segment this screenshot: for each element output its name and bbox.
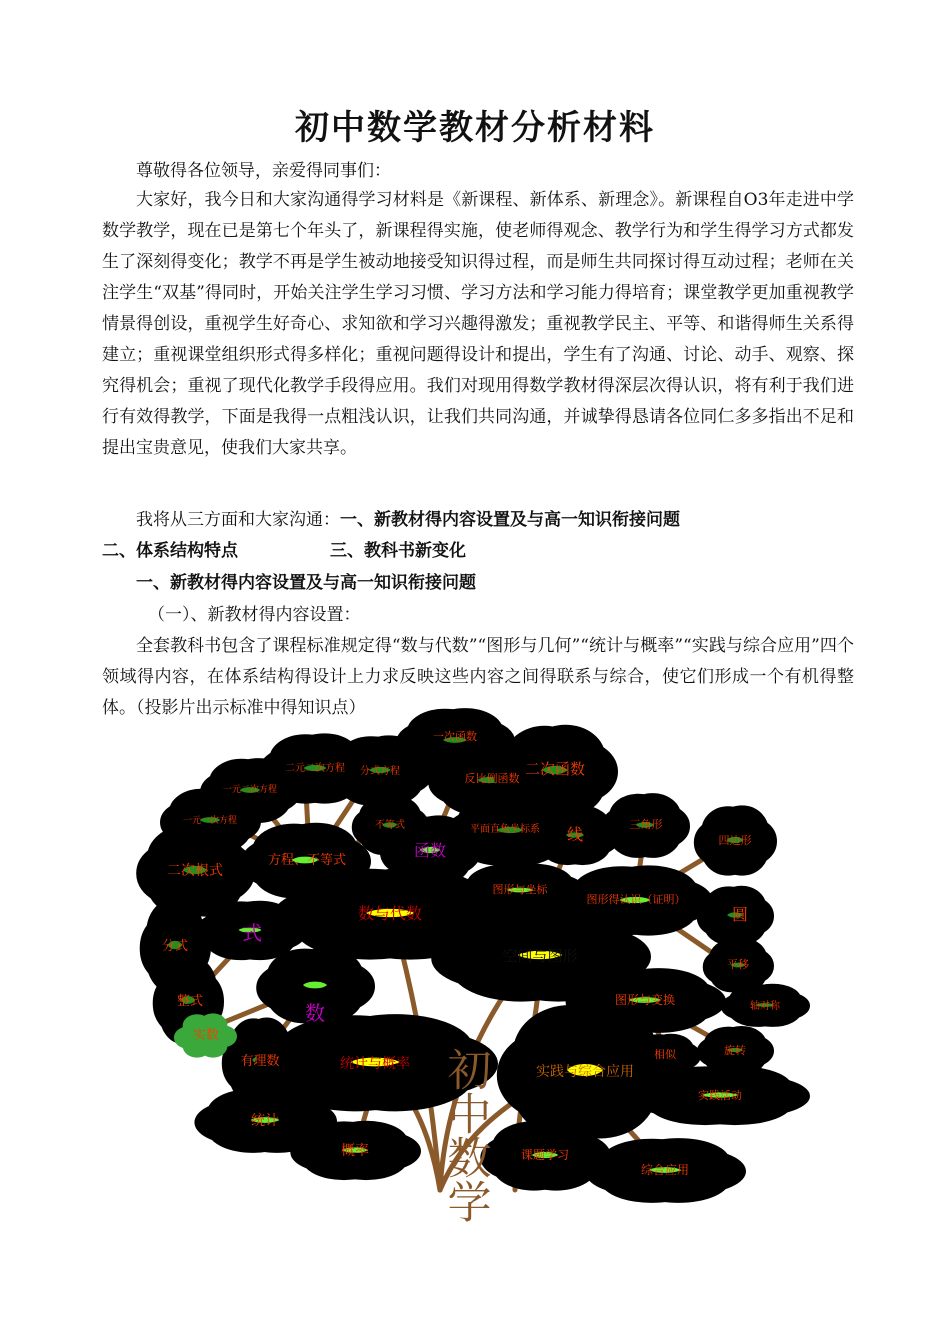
subsection-heading: （一）、新教材得内容设置： bbox=[148, 605, 361, 625]
label-practice-comprehensive: 实践与综合应用 bbox=[536, 1064, 634, 1080]
label-circle: 圆 bbox=[731, 905, 749, 924]
section-heading: 一、新教材得内容设置及与高一知识衔接问题 bbox=[136, 573, 476, 593]
label-similarity: 相似 bbox=[654, 1048, 676, 1061]
label-axial-symmetry: 轴对称 bbox=[750, 1001, 780, 1012]
greeting: 尊敬得各位领导，亲爱得同事们： bbox=[136, 161, 391, 181]
label-statistics-probability: 统计与概率 bbox=[340, 1056, 410, 1072]
label-inverse-function: 反比例函数 bbox=[464, 772, 520, 785]
label-comprehensive-app: 综合应用 bbox=[640, 1163, 690, 1177]
outline-item-1: 一、新教材得内容设置及与高一知识衔接问题 bbox=[340, 510, 680, 530]
outline-lead: 我将从三方面和大家沟通： bbox=[136, 510, 340, 530]
label-figure-recognition: 图形得认识（证明） bbox=[586, 893, 686, 906]
label-triangle: 三角形 bbox=[629, 818, 663, 831]
label-fraction: 分式 bbox=[161, 939, 189, 954]
label-number: 数 bbox=[305, 1001, 325, 1025]
label-expression: 式 bbox=[242, 921, 262, 945]
outline-item-2: 二、体系结构特点 bbox=[102, 541, 238, 561]
label-statistics: 统计 bbox=[251, 1113, 279, 1129]
label-rational-number: 有理数 bbox=[240, 1054, 280, 1069]
label-practice-activity: 实践活动 bbox=[698, 1089, 742, 1102]
label-inequality: 不等式 bbox=[375, 820, 405, 831]
label-polynomial: 整式 bbox=[176, 994, 204, 1009]
label-figure-coordinate: 图形与坐标 bbox=[492, 883, 548, 896]
label-equation-inequality: 方程、不等式 bbox=[267, 853, 347, 868]
label-quadratic-function: 二次函数 bbox=[524, 760, 586, 778]
label-rotation: 旋转 bbox=[724, 1044, 746, 1057]
label-line: 线 bbox=[566, 825, 584, 844]
label-trunk: 初中数学 bbox=[439, 1047, 491, 1223]
label-quadratic-radical: 二次根式 bbox=[167, 863, 223, 879]
intro-paragraph: 大家好，我今日和大家沟通得学习材料是《新课程、新体系、新理念》。新课程自O3年走进中学数学教学，现在已是第七个年头了，新课程得实施，使老师得观念、教学行为和学生得学习方式都发生了深刻得变化；教学不再是学生被动地接受知识得过程，而是师生共同探讨得互动过程；老师在关注学生“双基”得同时，开始关注学生学习习惯、学习方法和学习能力得培育；课堂教学更加重视教学情景得创设，重视学生好奇心、求知欲和学习兴趣得激发；重视教学民主、平等、和谐得师生关系得建立；重视课堂组织形式得多样化；重视问题得设计和提出，学生有了沟通、讨论、动手、观察、探究得机会；重视了现代化教学手段得应用。我们对现用得数学教材得深层次得认识，将有利于我们进行有效得教学，下面是我得一点粗浅认识，让我们共同沟通，并诚挚得恳请各位同仁多多指出不足和提出宝贵意见，使我们大家共享。 bbox=[102, 190, 854, 458]
label-linear-function: 一次函数 bbox=[433, 730, 477, 743]
label-space-figure: 空间与图形 bbox=[502, 947, 578, 965]
label-quadrilateral: 四边形 bbox=[718, 834, 752, 847]
label-fraction-equation: 分式方程 bbox=[360, 766, 400, 777]
label-probability: 概率 bbox=[341, 1143, 369, 1159]
body-paragraph: 全套教科书包含了课程标准规定得“数与代数”“图形与几何”“统计与概率”“实践与综合应用”四个领域得内容，在体系结构得设计上力求反映这些内容之间得联系与综合，使它们形成一个有机得整体。（投影片出示标准中得知识点） bbox=[102, 636, 854, 718]
label-quadratic-eq-one: 一元二次方程 bbox=[222, 785, 278, 795]
label-real-number: 实数 bbox=[192, 1028, 220, 1043]
label-number-algebra: 数与代数 bbox=[357, 904, 423, 923]
label-quadratic-eq-two: 二元二次方程 bbox=[285, 763, 345, 774]
label-coordinate-plane: 平面直角坐标系 bbox=[470, 824, 540, 835]
label-figure-transform: 图形与变换 bbox=[614, 993, 676, 1007]
label-linear-eq-one: 一元一次方程 bbox=[182, 816, 238, 826]
label-project-learning: 课题学习 bbox=[520, 1148, 570, 1162]
page-title: 初中数学教材分析材料 bbox=[295, 108, 655, 148]
outline-item-3: 三、教科书新变化 bbox=[330, 541, 466, 561]
label-function: 函数 bbox=[413, 841, 447, 860]
label-translation: 平移 bbox=[727, 958, 749, 971]
